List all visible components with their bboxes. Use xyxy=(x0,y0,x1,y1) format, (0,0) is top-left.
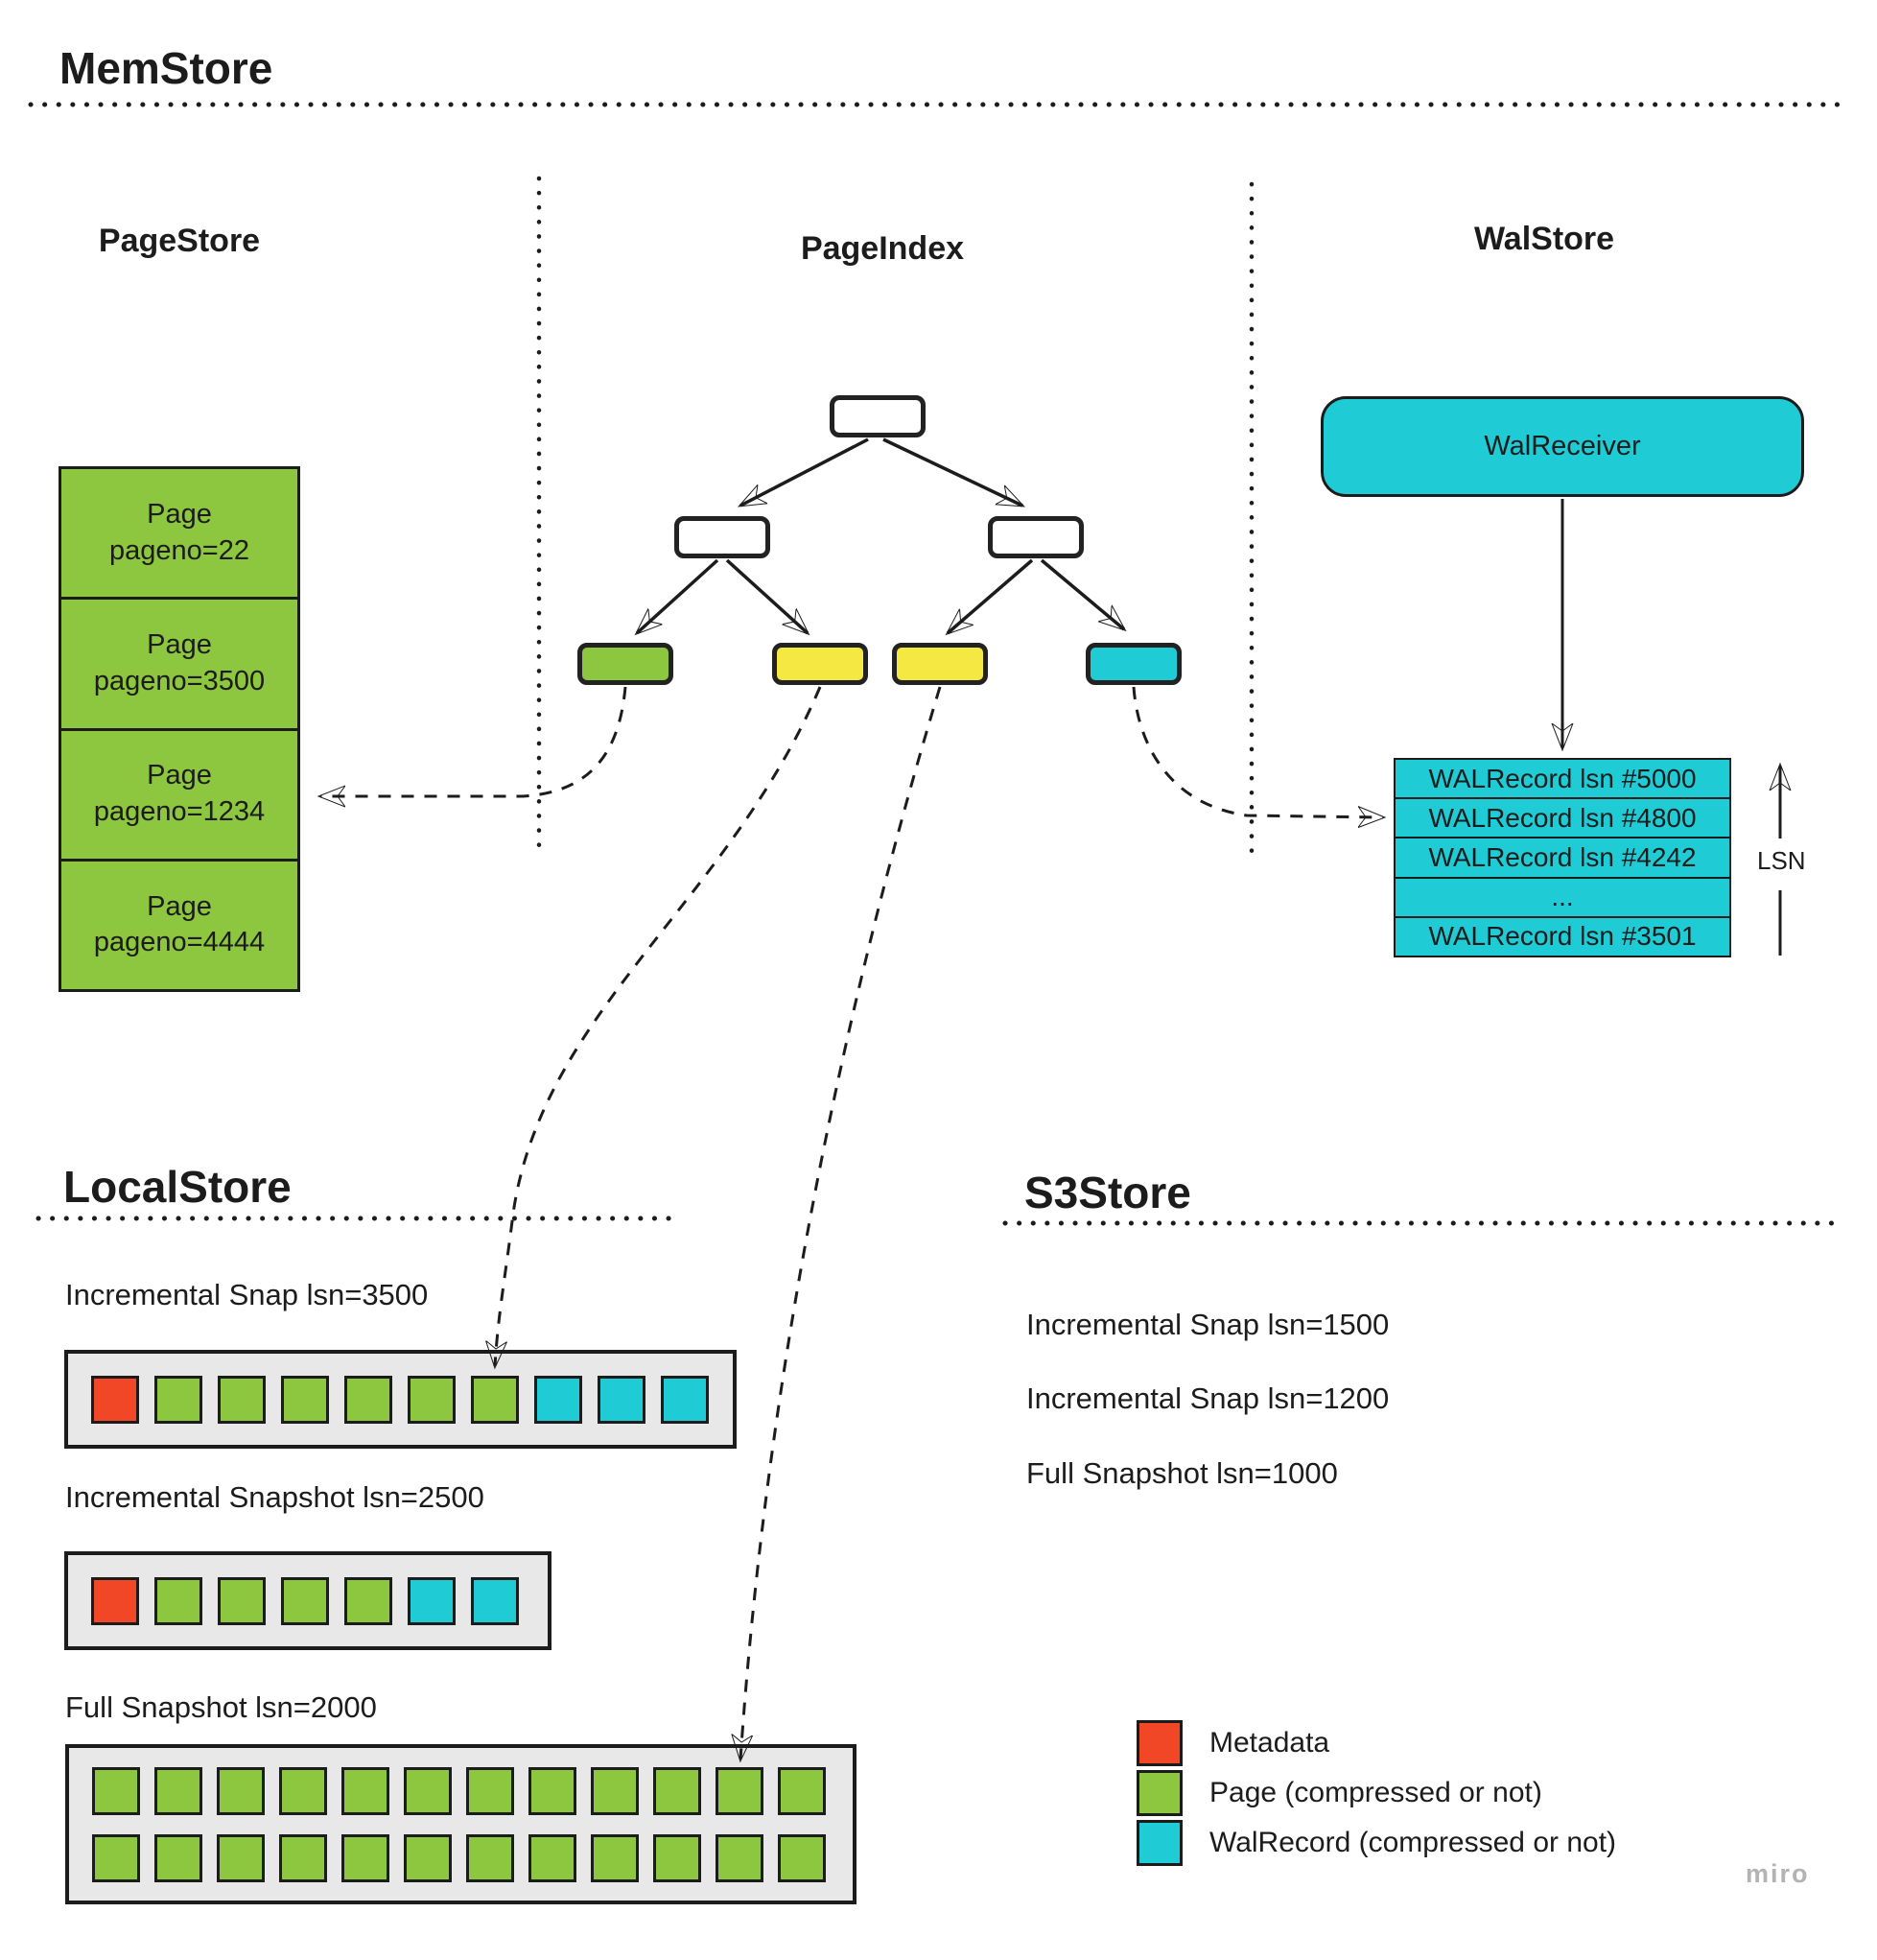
metadata-square xyxy=(91,1376,139,1424)
walreceiver-label: WalReceiver xyxy=(1484,431,1641,461)
page-square xyxy=(716,1834,763,1882)
tree-leaf-snapshot-2 xyxy=(892,643,988,685)
localstore-title: LocalStore xyxy=(63,1162,292,1212)
wal-square xyxy=(408,1577,456,1625)
full-snapshot-row-1 xyxy=(92,1767,826,1815)
page-square xyxy=(92,1834,140,1882)
page-square xyxy=(408,1376,456,1424)
page-cell-id: pageno=1234 xyxy=(93,796,266,828)
incremental-snap-3500-label: Incremental Snap lsn=3500 xyxy=(65,1278,429,1311)
wal-square xyxy=(661,1376,709,1424)
wal-square xyxy=(471,1577,519,1625)
walstore-title: WalStore xyxy=(1473,221,1615,257)
memstore-title: MemStore xyxy=(59,43,273,93)
walrecord-swatch xyxy=(1137,1820,1183,1866)
full-snapshot-2000-tray xyxy=(65,1744,856,1904)
edge-root-right xyxy=(883,439,1022,506)
tree-inner-node-right xyxy=(988,516,1084,558)
page-square xyxy=(341,1767,389,1815)
tree-leaf-wal xyxy=(1086,643,1182,685)
wal-square xyxy=(598,1376,645,1424)
edge-left-page xyxy=(637,560,717,633)
metadata-square xyxy=(91,1577,139,1625)
page-cell-id: pageno=3500 xyxy=(93,665,266,697)
page-square xyxy=(778,1767,826,1815)
walrecord-row: ... xyxy=(1396,879,1729,918)
page-square xyxy=(341,1834,389,1882)
page-cell-type: Page xyxy=(147,890,212,922)
walrecord-row: WALRecord lsn #4242 xyxy=(1396,838,1729,878)
page-square xyxy=(716,1767,763,1815)
page-square xyxy=(279,1767,327,1815)
page-square xyxy=(528,1834,576,1882)
page-square xyxy=(471,1376,519,1424)
walrecord-row: WALRecord lsn #4800 xyxy=(1396,799,1729,838)
page-square xyxy=(154,1834,202,1882)
page-square xyxy=(281,1577,329,1625)
legend-item-page xyxy=(1137,1770,1616,1816)
tree-root-node xyxy=(830,395,926,437)
tree-leaf-page xyxy=(577,643,673,685)
page-cell-type: Page xyxy=(147,760,212,791)
page-cell-id: pageno=4444 xyxy=(93,927,266,958)
page-square xyxy=(218,1376,266,1424)
legend-item-metadata xyxy=(1137,1720,1616,1766)
page-square xyxy=(279,1834,327,1882)
page-square xyxy=(154,1767,202,1815)
walrecord-row: WALRecord lsn #3501 xyxy=(1396,918,1729,956)
link-leaf-to-walstack xyxy=(1134,687,1383,817)
page-square xyxy=(92,1767,140,1815)
walrecord-stack xyxy=(1394,758,1731,957)
page-square xyxy=(653,1767,701,1815)
page-square xyxy=(653,1834,701,1882)
legend-label: WalRecord (compressed or not) xyxy=(1209,1827,1617,1858)
page-square xyxy=(217,1767,265,1815)
edge-root-left xyxy=(740,439,868,506)
page-square xyxy=(591,1834,639,1882)
page-square xyxy=(344,1577,392,1625)
page-cell xyxy=(61,862,297,989)
walreceiver-box xyxy=(1321,396,1804,497)
incremental-snap-3500-tray xyxy=(64,1350,737,1449)
page-square xyxy=(591,1767,639,1815)
metadata-swatch xyxy=(1137,1720,1183,1766)
page-square xyxy=(154,1577,202,1625)
page-square xyxy=(466,1767,514,1815)
page-cell xyxy=(61,731,297,862)
link-leaf-to-pagestore xyxy=(320,687,625,796)
s3-full-snapshot-1000: Full Snapshot lsn=1000 xyxy=(1026,1456,1338,1490)
full-snapshot-row-2 xyxy=(92,1834,826,1882)
incremental-snapshot-2500-tray xyxy=(64,1551,551,1650)
link-leaf-to-incremental-3500 xyxy=(495,687,820,1366)
legend-label: Page (compressed or not) xyxy=(1209,1777,1542,1808)
page-square xyxy=(217,1834,265,1882)
page-swatch xyxy=(1137,1770,1183,1816)
page-cell xyxy=(61,600,297,730)
page-square xyxy=(404,1834,452,1882)
edge-left-snap xyxy=(727,560,808,633)
page-cell-type: Page xyxy=(147,498,212,530)
lsn-axis-label: LSN xyxy=(1757,846,1806,875)
page-square xyxy=(778,1834,826,1882)
page-square xyxy=(528,1767,576,1815)
legend-item-walrecord xyxy=(1137,1820,1616,1866)
pagestore-stack xyxy=(59,466,300,992)
page-cell-id: pageno=22 xyxy=(109,534,249,566)
s3store-title: S3Store xyxy=(1024,1168,1191,1217)
legend xyxy=(1137,1720,1616,1866)
s3-incremental-snap-1500: Incremental Snap lsn=1500 xyxy=(1026,1308,1390,1341)
page-square xyxy=(154,1376,202,1424)
link-leaf-to-full-snapshot xyxy=(740,687,940,1759)
pagestore-title: PageStore xyxy=(98,223,261,259)
page-square xyxy=(218,1577,266,1625)
full-snapshot-2000-label: Full Snapshot lsn=2000 xyxy=(65,1690,377,1724)
page-square xyxy=(281,1376,329,1424)
edge-right-snap xyxy=(948,560,1032,633)
page-square xyxy=(344,1376,392,1424)
s3-incremental-snap-1200: Incremental Snap lsn=1200 xyxy=(1026,1381,1390,1415)
legend-label: Metadata xyxy=(1209,1727,1330,1759)
wal-square xyxy=(534,1376,582,1424)
tree-leaf-snapshot-1 xyxy=(772,643,868,685)
page-square xyxy=(404,1767,452,1815)
page-cell xyxy=(61,469,297,600)
pageindex-title: PageIndex xyxy=(800,230,965,267)
page-square xyxy=(466,1834,514,1882)
edge-right-wal xyxy=(1042,560,1124,629)
tree-inner-node-left xyxy=(674,516,770,558)
page-cell-type: Page xyxy=(147,629,212,661)
walrecord-row: WALRecord lsn #5000 xyxy=(1396,760,1729,799)
miro-watermark: miro xyxy=(1746,1859,1810,1888)
incremental-snapshot-2500-label: Incremental Snapshot lsn=2500 xyxy=(65,1480,484,1514)
